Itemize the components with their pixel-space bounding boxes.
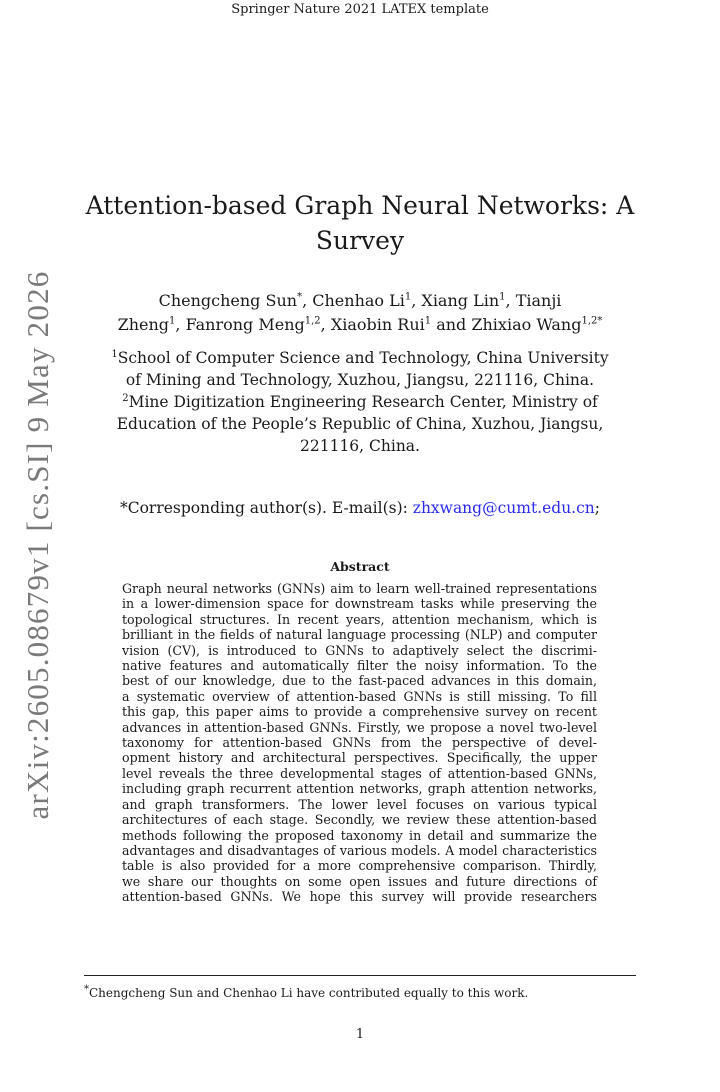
corresponding-suffix: ;	[594, 499, 601, 517]
page-number: 1	[355, 1027, 365, 1042]
author-mark: 1,2*	[581, 315, 603, 327]
author-name: , Xiaobin Rui	[320, 315, 425, 334]
abstract-line: brilliant in the fields of natural language processing (NLP) and computer	[122, 627, 597, 643]
affiliation-mark: 1	[111, 348, 118, 360]
author-mark: 1	[169, 315, 176, 327]
abstract-line: methods following the proposed taxonomy in detail and summarize the	[122, 827, 597, 843]
author-name: , Chenhao Li	[302, 291, 405, 310]
abstract-line: including graph recurrent attention networks, graph attention networks,	[122, 781, 597, 797]
affiliation-1-line-2: of Mining and Technology, Xuzhou, Jiangsu, 221116, China.	[125, 371, 595, 389]
abstract-line: topological structures. In recent years, attention mechanism, which is	[122, 611, 597, 627]
author-name: and Zhixiao Wang	[431, 315, 582, 334]
abstract-line: we share our thoughts on some open issues and future directions of	[122, 873, 597, 889]
abstract-line: level reveals the three developmental stages of attention-based GNNs,	[122, 765, 597, 781]
abstract-heading: Abstract	[330, 559, 390, 574]
affiliation-2-line-2: Education of the People’s Republic of China, Xuzhou, Jiangsu,	[116, 415, 604, 433]
affiliation-mark: 2	[122, 392, 129, 404]
abstract-line: taxonomy for attention-based GNNs from the perspective of devel-	[122, 735, 597, 751]
affiliation-text: Mine Digitization Engineering Research Center, Ministry of	[128, 393, 598, 411]
author-mark: 1	[499, 291, 506, 303]
affiliation-2-line-3: 221116, China.	[300, 437, 420, 455]
corresponding-author	[80, 499, 640, 517]
abstract-line: in a lower-dimension space for downstream tasks while preserving the	[122, 596, 597, 612]
author-line-1	[70, 289, 650, 313]
abstract-line: architectures of each stage. Secondly, we review these attention-based	[122, 812, 597, 828]
arxiv-identifier-stamp[interactable]: arXiv:2605.08679v1 [cs.SI] 9 May 2026	[20, 270, 55, 820]
footnote	[84, 986, 528, 1000]
affiliation-text: School of Computer Science and Technology, China University	[117, 349, 609, 367]
abstract-line: native features and automatically filter the noisy information. To the	[122, 658, 597, 674]
author-mark: 1	[424, 315, 432, 327]
author-line-2	[70, 313, 650, 337]
abstract-line: opment history and architectural perspectives. Specifically, the upper	[122, 750, 597, 766]
paper-title	[80, 188, 640, 258]
abstract-line: best of our knowledge, due to the fast-paced advances in this domain,	[122, 673, 597, 689]
author-list	[70, 289, 650, 337]
footnote-rule	[84, 975, 636, 976]
abstract-body	[122, 581, 597, 905]
abstract-line: and graph transformers. The lower level focuses on various typical	[122, 796, 597, 812]
affiliation-2-line-1	[80, 391, 640, 413]
author-name: Zheng	[117, 315, 170, 334]
abstract-line: advantages and disadvantages of various models. A model characteristics	[122, 842, 597, 858]
author-name: Chengcheng Sun	[158, 291, 298, 310]
email-link[interactable]: zhxwang@cumt.edu.cn	[412, 499, 595, 517]
abstract-line: advances in attention-based GNNs. Firstly, we propose a novel two-level	[122, 719, 597, 735]
author-mark: 1	[404, 291, 412, 303]
author-mark: 1,2	[304, 315, 321, 327]
abstract-line: a systematic overview of attention-based GNNs is still missing. To fill	[122, 688, 597, 704]
title-line-2: Survey	[315, 226, 405, 255]
affiliation-1-line-1	[80, 347, 640, 369]
footnote-text: Chengcheng Sun and Chenhao Li have contributed equally to this work.	[89, 986, 529, 1000]
author-name: , Fanrong Meng	[175, 315, 305, 334]
abstract-line: this gap, this paper aims to provide a comprehensive survey on recent	[122, 704, 597, 720]
abstract-line: attention-based GNNs. We hope this survey will provide researchers	[122, 889, 597, 905]
author-mark: *	[297, 291, 303, 303]
abstract-line: Graph neural networks (GNNs) aim to learn well-trained representations	[122, 581, 597, 596]
corresponding-label: *Corresponding author(s). E-mail(s):	[119, 499, 413, 517]
running-header: Springer Nature 2021 LATEX template	[231, 2, 489, 17]
affiliations	[80, 347, 640, 457]
author-name: , Xiang Lin	[411, 291, 500, 310]
abstract-line: table is also provided for a more comprehensive comparison. Thirdly,	[122, 858, 597, 874]
title-line-1: Attention-based Graph Neural Networks: A	[85, 191, 635, 220]
author-name: , Tianji	[505, 291, 562, 310]
abstract-line: vision (CV), is introduced to GNNs to adaptively select the discrimi-	[122, 642, 597, 658]
footnote-mark: *	[84, 984, 89, 995]
